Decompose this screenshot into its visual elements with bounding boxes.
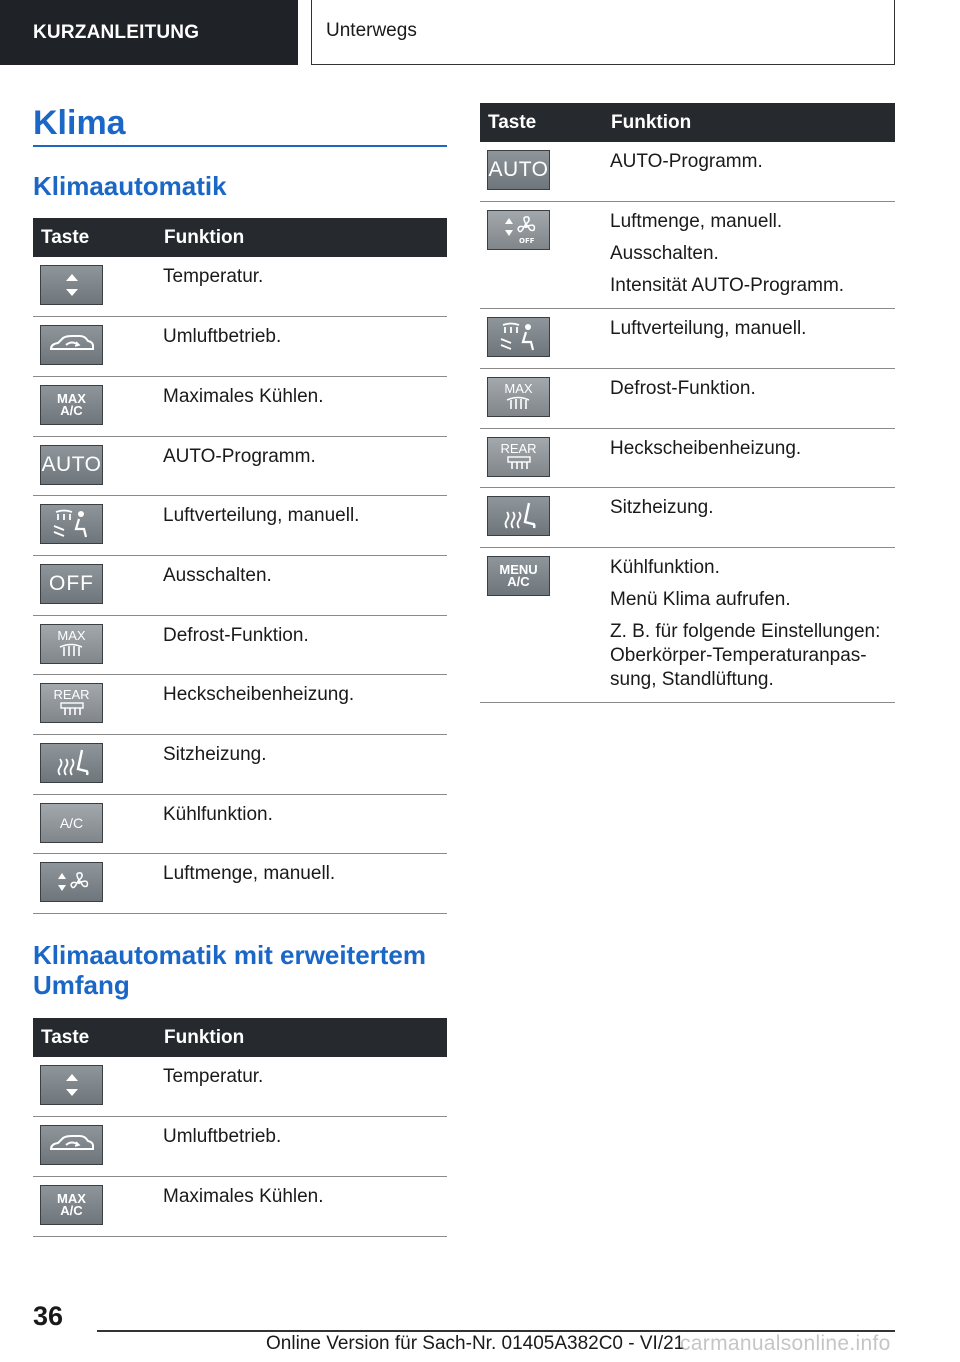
funktion-text: Intensität AUTO-Programm. bbox=[610, 275, 845, 297]
defrost-icon bbox=[487, 377, 550, 417]
footer-version-text: Online Version für Sach-Nr. 01405A382C0 - VI/21 bbox=[266, 1333, 685, 1354]
key-label: A/C bbox=[60, 1202, 83, 1218]
funktion-text: AUTO-Programm. bbox=[156, 436, 447, 496]
header-chapter: Unterwegs bbox=[311, 0, 895, 65]
page-number: 36 bbox=[33, 1301, 64, 1331]
temperature-arrows-icon bbox=[40, 265, 103, 305]
fan-off-icon bbox=[487, 210, 550, 250]
table-header bbox=[33, 218, 447, 257]
table-row bbox=[33, 615, 447, 675]
funktion-text: Heckscheibenheizung. bbox=[156, 675, 447, 735]
table-row bbox=[33, 794, 447, 854]
air-distribution-icon bbox=[487, 317, 550, 357]
menu-ac-icon bbox=[487, 556, 550, 596]
key-label: AUTO bbox=[488, 158, 549, 181]
auto-icon bbox=[487, 150, 550, 190]
col-header-taste: Taste bbox=[33, 218, 156, 257]
funktion-text: Defrost-Funktion. bbox=[156, 615, 447, 675]
table-row bbox=[33, 257, 447, 317]
table-row bbox=[480, 202, 895, 309]
table-row bbox=[33, 1057, 447, 1117]
key-label: A/C bbox=[507, 573, 530, 589]
rear-window-heating-icon bbox=[487, 437, 550, 477]
defrost-icon bbox=[40, 624, 103, 664]
funktion-text: Maximales Kühlen. bbox=[156, 1176, 447, 1236]
table-row bbox=[33, 854, 447, 914]
seat-heating-icon bbox=[40, 743, 103, 783]
section2-table-left bbox=[33, 1018, 447, 1237]
section2-table-right bbox=[480, 103, 895, 703]
funktion-text: AUTO-Programm. bbox=[610, 151, 763, 172]
max-ac-icon bbox=[40, 385, 103, 425]
table-header bbox=[480, 103, 895, 142]
funktion-text: Umluftbetrieb. bbox=[156, 317, 447, 377]
col-header-taste: Taste bbox=[33, 1018, 156, 1057]
key-label: MAX bbox=[57, 627, 86, 643]
recirculation-icon bbox=[40, 1125, 103, 1165]
funktion-text: Maximales Kühlen. bbox=[156, 376, 447, 436]
table-row bbox=[33, 675, 447, 735]
key-label: A/C bbox=[60, 402, 83, 418]
table-row bbox=[33, 436, 447, 496]
section1-heading: Klimaautomatik bbox=[33, 171, 227, 201]
table-row bbox=[480, 547, 895, 702]
key-label: MAX bbox=[504, 380, 533, 396]
air-distribution-icon bbox=[40, 504, 103, 544]
right-column bbox=[480, 103, 895, 703]
table-row bbox=[480, 488, 895, 548]
key-label: MAX bbox=[57, 390, 86, 406]
table-row bbox=[33, 555, 447, 615]
funktion-text: Sitzheizung. bbox=[610, 497, 714, 519]
left-column bbox=[33, 103, 447, 1237]
key-label: REAR bbox=[53, 687, 90, 703]
funktion-text: Kühlfunktion. bbox=[156, 794, 447, 854]
key-label: REAR bbox=[500, 440, 537, 456]
svg-text:OFF: OFF bbox=[518, 237, 535, 246]
col-header-taste: Taste bbox=[480, 103, 603, 142]
key-label: OFF bbox=[49, 571, 94, 595]
seat-heating-icon bbox=[487, 496, 550, 536]
table-row bbox=[33, 317, 447, 377]
funktion-text: Menü Klima aufrufen. bbox=[610, 588, 791, 610]
table-header bbox=[33, 1018, 447, 1057]
funktion-text: Sitzheizung. bbox=[156, 735, 447, 795]
key-label: A/C bbox=[59, 814, 84, 831]
funktion-text: Temperatur. bbox=[156, 257, 447, 317]
temperature-arrows-icon bbox=[40, 1065, 103, 1105]
max-ac-icon bbox=[40, 1185, 103, 1225]
section2-heading: Klimaautomatik mit erweitertem Umfang bbox=[33, 940, 427, 1001]
col-header-funktion: Funktion bbox=[156, 218, 447, 257]
page-title: Klima bbox=[33, 103, 447, 147]
header-section: KURZANLEITUNG bbox=[0, 0, 298, 65]
table-row bbox=[33, 735, 447, 795]
funktion-text: Heckscheibenheizung. bbox=[610, 437, 802, 459]
table-row bbox=[33, 496, 447, 556]
col-header-funktion: Funktion bbox=[156, 1018, 447, 1057]
table-row bbox=[33, 376, 447, 436]
key-label: MENU bbox=[499, 561, 538, 577]
funktion-text: Luftverteilung, manuell. bbox=[156, 496, 447, 556]
fan-speed-icon bbox=[40, 862, 103, 902]
table-row bbox=[480, 309, 895, 369]
table-row bbox=[480, 428, 895, 488]
watermark: carmanualsonline.info bbox=[680, 1332, 891, 1355]
col-header-funktion: Funktion bbox=[603, 103, 895, 142]
funktion-text: Temperatur. bbox=[156, 1057, 447, 1117]
recirculation-icon bbox=[40, 325, 103, 365]
funktion-text: Luftmenge, manuell. bbox=[610, 211, 783, 233]
ac-icon bbox=[40, 803, 103, 843]
table-row bbox=[480, 368, 895, 428]
funktion-text: Umluftbetrieb. bbox=[156, 1117, 447, 1177]
funktion-text: Luftverteilung, manuell. bbox=[610, 318, 807, 340]
rear-window-heating-icon bbox=[40, 683, 103, 723]
key-label: MAX bbox=[57, 1190, 86, 1206]
auto-icon bbox=[40, 445, 103, 485]
off-icon bbox=[40, 564, 103, 604]
table-row bbox=[33, 1117, 447, 1177]
key-label: AUTO bbox=[41, 452, 102, 476]
funktion-text: Z. B. für folgende Einstellungen: Oberkörper-Temperaturanpassung, Standlüftung. bbox=[610, 620, 881, 690]
funktion-text: Ausschalten. bbox=[156, 555, 447, 615]
table-row bbox=[480, 142, 895, 202]
funktion-text: Defrost-Funktion. bbox=[610, 377, 756, 399]
table-row bbox=[33, 1176, 447, 1236]
funktion-text: Luftmenge, manuell. bbox=[156, 854, 447, 914]
funktion-text: Ausschalten. bbox=[610, 243, 719, 265]
funktion-text: Kühlfunktion. bbox=[610, 556, 720, 578]
section1-table bbox=[33, 218, 447, 914]
